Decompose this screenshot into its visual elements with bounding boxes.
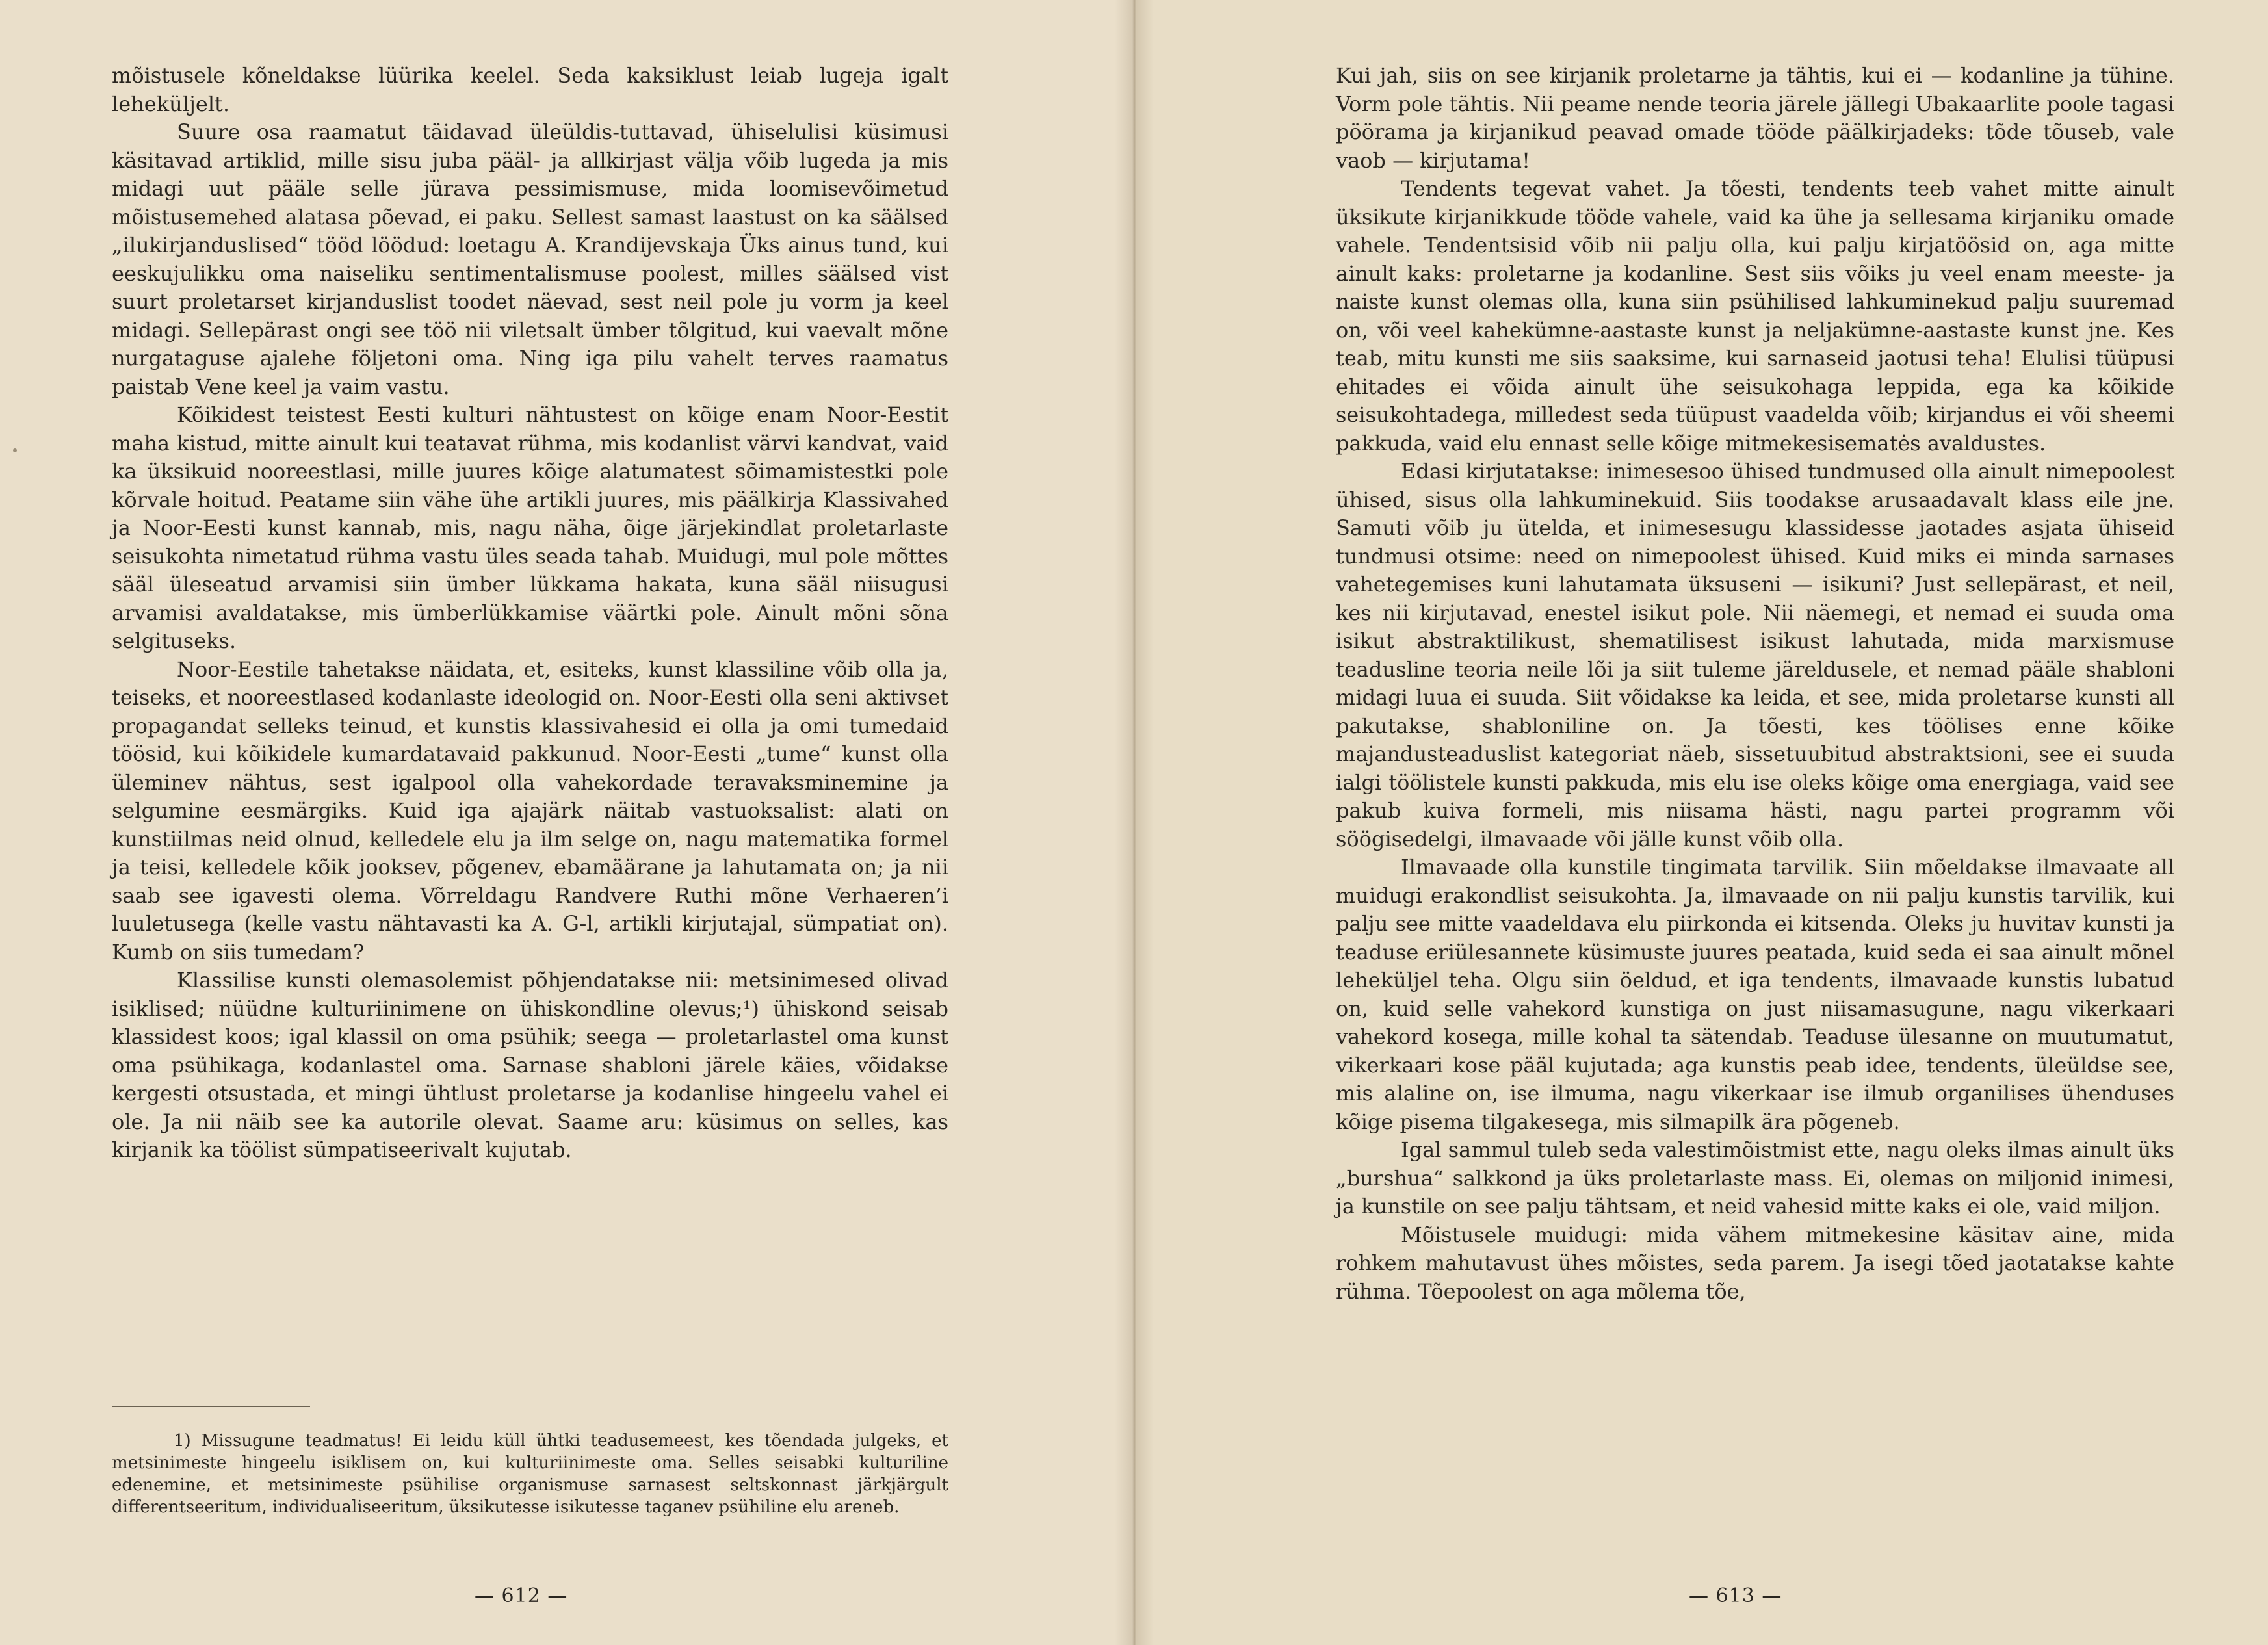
paragraph: Igal sammul tuleb seda valestimõistmist ette, nagu oleks ilmas ainult üks „burshua“ salkkond ja üks proletarlaste mass. Ei, olemas on miljonid inimesi, ja kunstile on see palju tähtsam, et neid vahesid mitte kaks ei ole, vaid miljon. (1336, 1137, 2174, 1219)
paragraph: Kõikidest teistest Eesti kulturi nähtustest on kõige enam Noor-Eestit maha kistud, mitte ainult kui teatavat rühma, mis kodanlist värvi kandvat, vaid ka üksikuid nooreestlasi, mille juures kõige alatumatest sõimamistestki pole kõrvale hoitud. Peatame siin vähe ühe artikli juures, mis päälkirja Klassivahed ja Noor-Eesti kunst kannab, mis, nagu näha, õige järjekindlat proletarlaste seisukohta nimetatud rühma vastu üles seada tahab. Muidugi, mul pole mõttes sääl üleseatud arvamisi siin ümber lükkama hakata, kuna sääl niisugusi arvamisi avaldatakse, mis ümberlükkamise väärtki pole. Ainult mõni sõna selgituseks. (112, 402, 948, 653)
paragraph: Mõistusele muidugi: mida vähem mitmekesine käsitav aine, mida rohkem mahutavust ühes mõistes, seda parem. Ja isegi tõed jaotatakse kahte rühma. Tõepoolest on aga mõlema tõe, (1336, 1222, 2174, 1304)
paragraph: Kui jah, siis on see kirjanik proletarne ja tähtis, kui ei — kodanline ja tühine. Vorm pole tähtis. Nii peame nende teoria järele jällegi Ubakaarlite poole tagasi pöörama ja kirjanikud peavad omade tööde päälkirjadeks: tõde tõuseb, vale vaob — kirjutama! (1336, 63, 2174, 173)
paragraph: Klassilise kunsti olemasolemist põhjendatakse nii: metsinimesed olivad isiklised; nüüdne kulturiinimene on ühiskondline olevus;¹) ühiskond seisab klassidest koos; igal klassil on oma psühik; seega — proletarlastel oma kunst oma psühikaga, kodanlastel oma. Sarnase shabloni järele käies, võidakse kergesti otsustada, et mingi ühtlust proletarse ja kodanlise hingeelu vahel ei ole. Ja nii näib see ka autorile olevat. Saame aru: küsimus on selles, kas kirjanik ka töölist sümpatiseerivalt kujutab. (112, 968, 948, 1162)
right-page-text (1336, 62, 2174, 1306)
paragraph: Noor-Eestile tahetakse näidata, et, esiteks, kunst klassiline võib olla ja, teiseks, et nooreestlased kodanlaste ideologid on. Noor-Eesti olla seni aktivset propagandat selleks teinud, et kunstis klassivahesid ei olla ja omi tumedaid töösid, kui kõikidele kumardatavaid pakkunud. Noor-Eesti „tume“ kunst olla üleminev nähtus, sest igalpool olla vahekordade teravaksminemine ja selgumine eesmärgiks. Kuid iga ajajärk näitab vastuoksalist: alati on kunstiilmas neid olnud, kelledele elu ja ilm selge on, nagu matematika formel ja teisi, kelledele kõik jooksev, põgenev, ebamäärane ja lahutamata on; ja nii saab see igavesti olema. Võrreldagu Randvere Ruthi mõne Verhaeren’i luuletusega (kelle vastu nähtavasti ka A. G-l, artikli kirjutajal, sümpatiat on). Kumb on siis tumedam? (112, 656, 948, 965)
footnote (112, 1430, 948, 1518)
paragraph: Edasi kirjutatakse: inimesesoo ühised tundmused olla ainult nimepoolest ühised, sisus olla lahkuminekuid. Siis toodakse arusaadavalt klass eile jne. Samuti võib ju ütelda, et inimesesugu klassidesse jaotades asjata ühiseid tundmusi otsime: need on nimepoolest ühised. Kuid miks ei minda sarnases vahetegemises kuni lahutamata üksuseni — isikuni? Just sellepärast, et neil, kes nii kirjutavad, enestel isikut pole. Nii näemegi, et nemad ei suuda oma isikut abstraktilikust, shematilisest isikust lahutada, mida marxismuse teadusline teoria neile lõi ja siit tuleme järeldusele, et nemad pääle shabloni midagi luua ei suuda. Siit võidakse ka leida, et see, mida proletarse kunsti all pakutakse, shabloniline on. Ja tõesti, kes töölises enne kõike majandusteaduslist kategoriat näeb, sissetuubitud abstraktsioni, see ei suuda ialgi töölistele kunsti pakkuda, mis elu ise oleks kõige oma energiaga, vaid see pakub kuiva formeli, mis niisama hästi, nagu partei programm või söögisedelgi, ilmavaade või jälle kunst võib olla. (1336, 459, 2174, 851)
paragraph: Ilmavaade olla kunstile tingimata tarvilik. Siin mõeldakse ilmavaate all muidugi erakondlist seisukohta. Ja, ilmavaade on nii palju kunstis tarvilik, kui palju see mitte vaadeldava elu piirkonda ei kitsenda. Oleks ju huvitav kunsti ja teaduse eriülesannete küsimuste juures peatada, kuid seda ei saa ainult mõnel leheküljel teha. Olgu siin öeldud, et iga tendents, ilmavaade kunstis lubatud on, kuid selle vahekord kunstiga on just niisamasugune, nagu vikerkaari vahekord kosega, mille kohal ta sätendab. Teaduse ülesanne on muutumatut, vikerkaari kose pääl kujutada; aga kunstis peab idee, tendents, üleüldse see, mis alaline on, ise ilmuma, nagu vikerkaar ise ilmub organilises ühenduses kõige pisema tilgakesega, mis silmapilk ära põgeneb. (1336, 855, 2174, 1134)
left-page-text (112, 62, 948, 1165)
footnote-rule (112, 1406, 310, 1407)
footnote-text: 1) Missugune teadmatus! Ei leidu küll ühtki teadusemeest, kes tõendada julgeks, et metsinimeste hingeelu isiklisem on, kui kulturiinimeste oma. Selles seisabki kulturiline edenemine, et metsinimeste psühilise organismuse sarnasest seltskonnast järkjärgult differentseeritum, individualiseeritum, üksikutesse isikutesse taganev psühiline elu areneb. (112, 1431, 948, 1517)
paragraph: Suure osa raamatut täidavad üleüldis-tuttavad, ühiselulisi küsimusi käsitavad artiklid, mille sisu juba pääl- ja allkirjast välja võib lugeda ja mis midagi uut pääle selle jürava pessimismuse, mida loomisevõimetud mõistusemehed alatasa põevad, ei paku. Sellest samast laastust on ka säälsed „ilukirjanduslised“ tööd löödud: loetagu A. Krandijevskaja Üks ainus tund, kui eeskujulikku oma naiseliku sentimentalismuse poolest, milles säälsed vist suurt proletarset kirjanduslist toodet näevad, sest neil pole ju vorm ja keel midagi. Sellepärast ongi see töö nii viletsalt ümber tõlgitud, kui vaevalt mõne nurgataguse ajalehe följetoni oma. Ning iga pilu vahelt terves raamatus paistab Vene keel ja vaim vastu. (112, 120, 948, 399)
paper-speck (13, 448, 17, 452)
paragraph: Tendents tegevat vahet. Ja tõesti, tendents teeb vahet mitte ainult üksikute kirjanikkude tööde vahele, vaid ka ühe ja sellesama kirjaniku omade vahele. Tendentsisid võib nii palju olla, kui palju kirjatöösid on, aga mitte ainult kaks: proletarne ja kodanline. Sest siis võiks ju veel enam meeste- ja naiste kunst olemas olla, kuna siin psühilised lahkuminekud palju suuremad on, või veel kahekümne-aastaste kunst ja neljakümne-aastaste kunst jne. Kes teab, mitu kunsti me siis saaksime, kui sarnaseid jaotusi teha! Elulisi tüüpusi ehitades ei võida ainult ühe seisukohaga leppida, ega ka kõikide seisukohtadega, milledest seda tüüpust vaadelda võib; kirjandus ei või sheemi pakkuda, vaid elu ennast selle kõige mitmekesisematės avaldustes. (1336, 176, 2174, 456)
paragraph: mõistusele kõneldakse lüürika keelel. Seda kaksiklust leiab lugeja igalt leheküljelt. (112, 63, 948, 116)
page-number: — 613 — (1689, 1585, 1782, 1607)
book-gutter (1115, 0, 1154, 1645)
page-number: — 612 — (475, 1585, 568, 1607)
right-page (1134, 0, 2268, 1645)
